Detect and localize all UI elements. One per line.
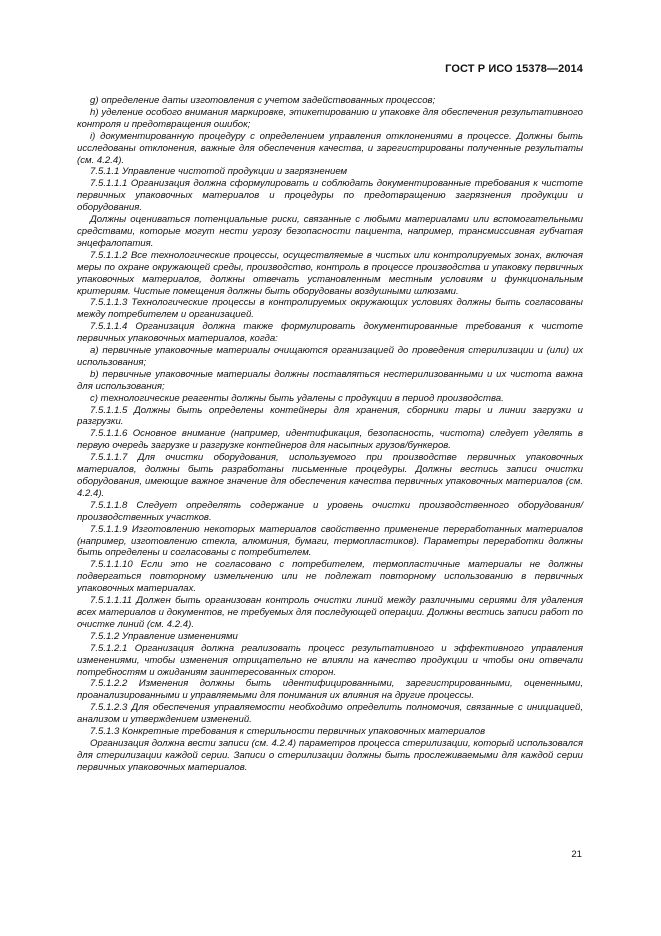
- list-item: a) первичные упаковочные материалы очищаются организацией до проведения стерилизации и (или) их использования;: [77, 345, 583, 368]
- paragraph: Должны оцениваться потенциальные риски, связанные с любыми материалами или вспомогательными средствами, которые могут нести угрозу безопасности пациента, например, трансмиссивная губчатая энцефалопатия.: [77, 214, 583, 249]
- paragraph: i) документированную процедуру с определением управления отклонениями в процессе. Должны быть исследованы отклонения, важные для обеспечения качества, и зарегистрированы полученные результаты (см. 4.2.4).: [77, 130, 583, 166]
- paragraph: 7.5.1.1.3 Технологические процессы в контролируемых окружающих условиях должны быть согласованы между потребителем и организацией.: [77, 297, 583, 321]
- paragraph: 7.5.1.1.4 Организация должна также формулировать документированные требования к чистоте первичных упаковочных материалов, когда:: [77, 321, 583, 345]
- paragraph: 7.5.1.1.7 Для очистки оборудования, используемого при производстве первичных упаковочных материалов, должны быть разработаны письменные процедуры. Должны вестись записи очистки оборудования, имеющие важное значение для обеспечения качества первичных упаковочных материалов (см. 4.2.4).: [77, 452, 583, 499]
- document-header-title: ГОСТ Р ИСО 15378—2014: [445, 63, 583, 75]
- page-number: 21: [571, 849, 582, 860]
- paragraph: g) определение даты изготовления с учетом задействованных процессов;: [90, 95, 436, 106]
- paragraph: 7.5.1.1.9 Изготовлению некоторых материалов свойственно применение переработанных материалов (например, изготовлению стекла, алюминия, бумаги, термопластиков). Параметры переработки должны быть определены и согласованы с потребителем.: [77, 523, 583, 559]
- paragraph: 7.5.1.1.10 Если это не согласовано с потребителем, термопластичные материалы не должны подвергаться повторному измельчению или не подлежат повторному использованию в первичных упаковочных материалах.: [77, 559, 583, 595]
- paragraph: 7.5.1.2.2 Изменения должны быть идентифицированными, зарегистрированными, оцененными, проанализированными и управляемыми для понимания их влияния на другие процессы.: [77, 678, 583, 702]
- section-heading: 7.5.1.3 Конкретные требования к стерильности первичных упаковочных материалов: [90, 726, 486, 738]
- paragraph: 7.5.1.2.1 Организация должна реализовать процесс результативного и эффективного управления изменениями, чтобы изменения отрицательно не влияли на качество продукции и чтобы они отвечали потребностям и ожиданиям заинтересованных сторон.: [77, 642, 583, 678]
- paragraph: Организация должна вести записи (см. 4.2.4) параметров процесса стерилизации, который использовался для стерилизации каждой серии. Записи о стерилизации должны быть прослеживаемыми для каждой серии первичных упаковочных материалов.: [77, 737, 583, 773]
- paragraph: 7.5.1.1.11 Должен быть организован контроль очистки линий между различными сериями для удаления всех материалов и документов, не требуемых для последующей операции. Должны вестись записи работ по очистке линий (см. 4.2.4).: [77, 595, 583, 630]
- paragraph: 7.5.1.1.5 Должны быть определены контейнеры для хранения, сборники тары и линии загрузки и разгрузки.: [77, 404, 583, 428]
- paragraph: 7.5.1.1.1 Организация должна сформулировать и соблюдать документированные требования к чистоте первичных упаковочных материалов и процедуры по предотвращению загрязнения продукции и оборудования.: [77, 178, 583, 214]
- section-heading: 7.5.1.2 Управление изменениями: [90, 630, 238, 642]
- paragraph: h) уделение особого внимания маркировке, этикетированию и упаковке для обеспечения результативного контроля и предотвращения ошибок;: [77, 106, 583, 130]
- paragraph: 7.5.1.2.3 Для обеспечения управляемости необходимо определить полномочия, связанные с инициацией, анализом и утверждением изменений.: [77, 702, 583, 726]
- paragraph: 7.5.1.1.6 Основное внимание (например, идентификация, безопасность, чистота) следует уделять в первую очередь загрузке и разгрузке контейнеров для насыпных грузов/бункеров.: [77, 428, 583, 452]
- list-item: b) первичные упаковочные материалы должны поставляться нестерилизованными и их чистота важна для использования;: [77, 368, 583, 392]
- paragraph: 7.5.1.1.2 Все технологические процессы, осуществляемые в чистых или контролируемых зонах, включая меры по охране окружающей среды, производство, контроль в процессе производства и упаковку первичных упаковочных материалов, должны отвечать установленным местным условиям и функциональным критериям. Чистые помещения должны быть оборудованы воздушными шлюзами.: [77, 249, 583, 297]
- list-item: c) технологические реагенты должны быть удалены с продукции в период производства.: [90, 392, 504, 404]
- document-body: [77, 95, 583, 774]
- paragraph: 7.5.1.1.8 Следует определять содержание и уровень очистки производственного оборудования/производственных участков.: [77, 499, 583, 523]
- section-heading: 7.5.1.1 Управление чистотой продукции и загрязнением: [90, 166, 348, 178]
